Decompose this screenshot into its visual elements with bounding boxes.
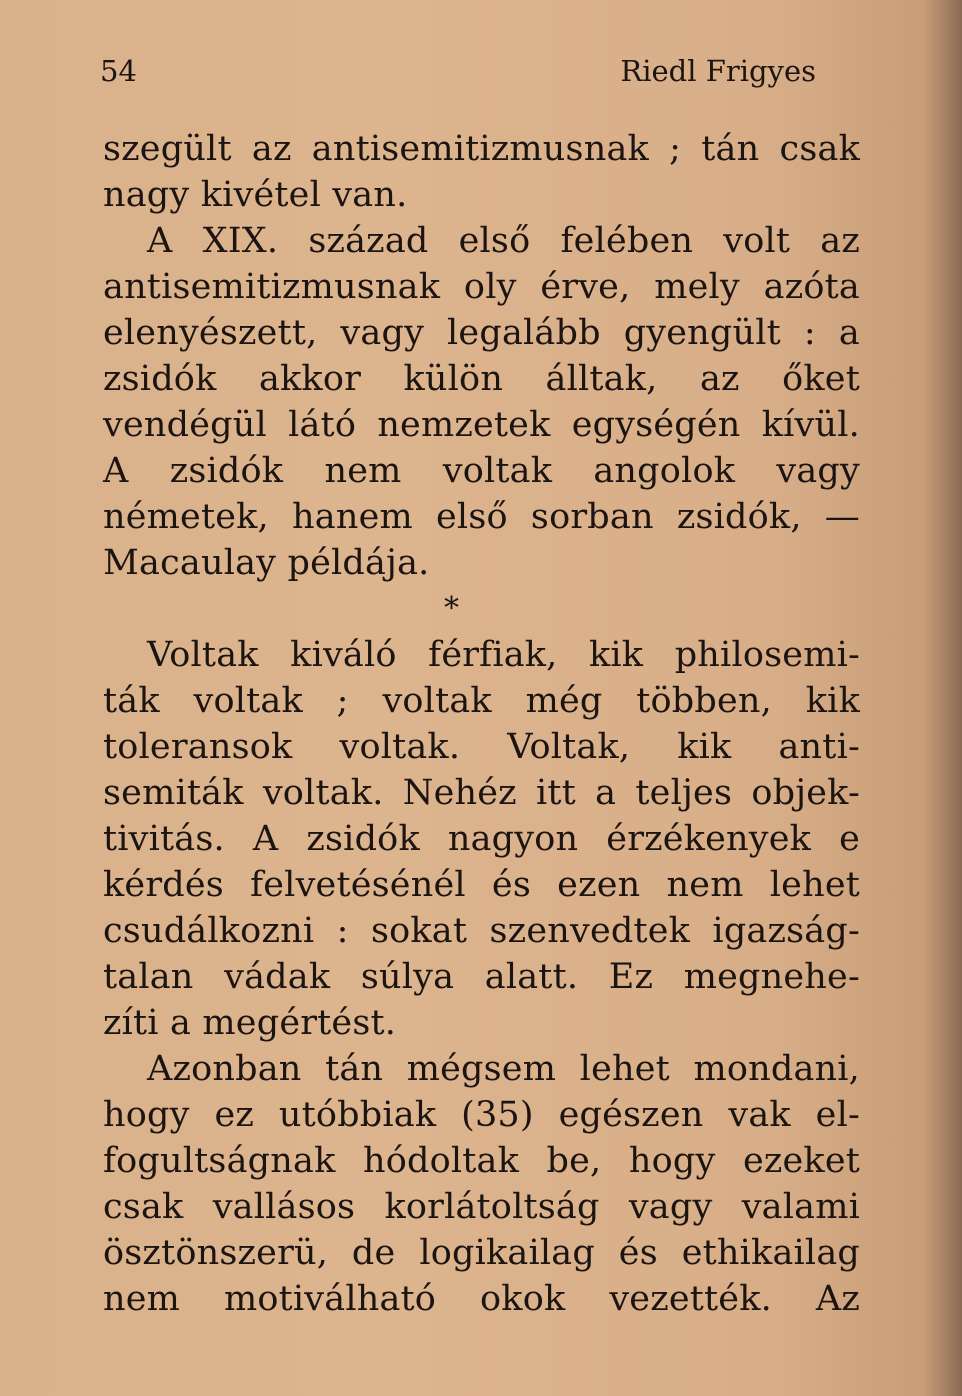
text-line: A zsidók nem voltak angolok vagy bbox=[103, 451, 860, 491]
text-line: hogy ez utóbbiak (35) egészen vak el- bbox=[103, 1095, 860, 1135]
text-line: szegült az antisemitizmusnak ; tán csak bbox=[103, 129, 860, 169]
text-line: németek, hanem első sorban zsidók, — bbox=[103, 497, 860, 537]
text-line: ták voltak ; voltak még többen, kik bbox=[103, 681, 860, 721]
text-line: ösztönszerü, de logikailag és ethikailag bbox=[103, 1233, 860, 1273]
text-line: nem motiválható okok vezették. Az bbox=[103, 1279, 860, 1319]
text-line: Azonban tán mégsem lehet mondani, bbox=[147, 1049, 860, 1089]
text-line: talan vádak súlya alatt. Ez megnehe- bbox=[103, 957, 860, 997]
text-line: tivitás. A zsidók nagyon érzékenyek e bbox=[103, 819, 860, 859]
text-line: antisemitizmusnak oly érve, mely azóta bbox=[103, 267, 860, 307]
text-line: A XIX. század első felében volt az bbox=[147, 221, 860, 261]
text-line: Macaulay példája. bbox=[103, 543, 430, 583]
section-separator: * bbox=[444, 591, 459, 626]
text-line: zíti a megértést. bbox=[103, 1003, 397, 1043]
text-line: csak vallásos korlátoltság vagy valami bbox=[103, 1187, 860, 1227]
text-line: csudálkozni : sokat szenvedtek igazság- bbox=[103, 911, 860, 951]
page-number: 54 bbox=[100, 54, 137, 88]
body-text bbox=[103, 126, 860, 1322]
text-line: vendégül látó nemzetek egységén kívül. bbox=[103, 405, 860, 445]
text-line: toleransok voltak. Voltak, kik anti- bbox=[103, 727, 860, 767]
text-line: zsidók akkor külön álltak, az őket bbox=[103, 359, 860, 399]
running-head: Riedl Frigyes bbox=[620, 54, 816, 88]
text-line: Voltak kiváló férfiak, kik philosemi- bbox=[147, 635, 860, 675]
text-line: semiták voltak. Nehéz itt a teljes objek- bbox=[103, 773, 860, 813]
text-line: fogultságnak hódoltak be, hogy ezeket bbox=[103, 1141, 860, 1181]
text-line: nagy kivétel van. bbox=[103, 175, 408, 215]
text-line: kérdés felvetésénél és ezen nem lehet bbox=[103, 865, 860, 905]
text-line: elenyészett, vagy legalább gyengült : a bbox=[103, 313, 860, 353]
page-header bbox=[100, 54, 816, 98]
